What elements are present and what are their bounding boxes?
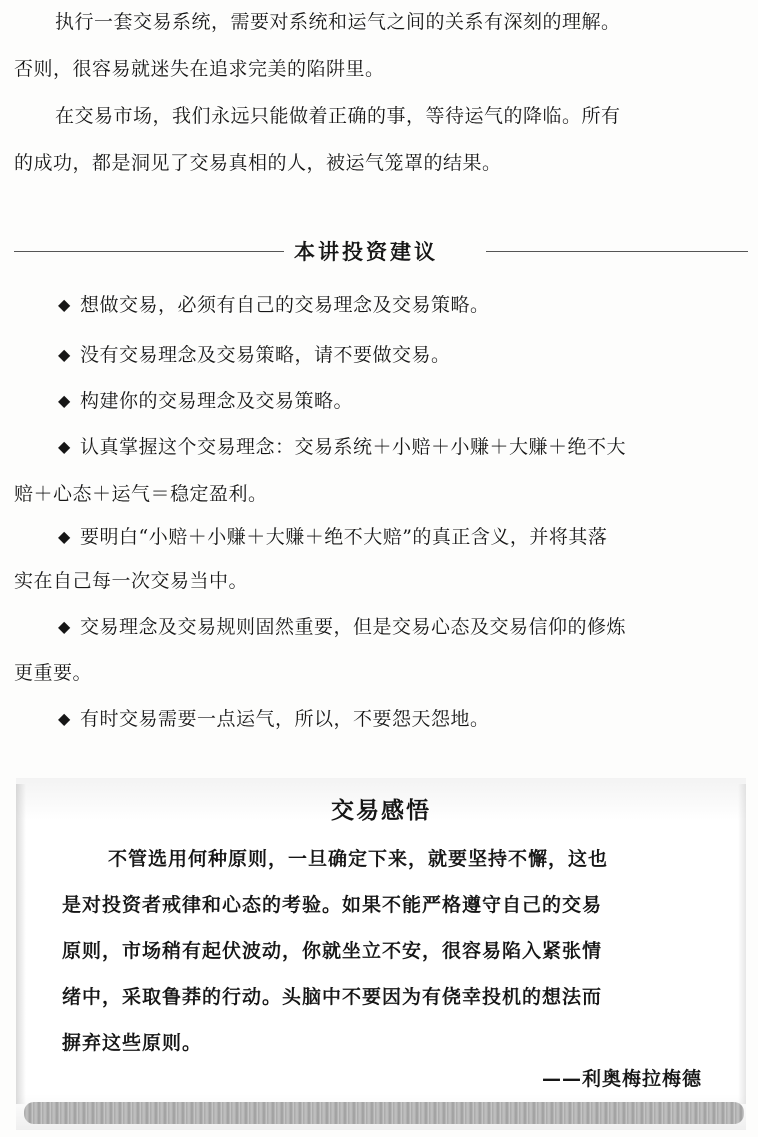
- box-bottom-border: [24, 1102, 744, 1124]
- diamond-bullet-icon: ◆: [58, 527, 71, 546]
- reflection-line-1: 不管选用何种原则，一旦确定下来，就要坚持不懈，这也: [108, 848, 609, 870]
- list-item: [58, 612, 626, 639]
- reflection-heading: 交易感悟: [331, 798, 431, 824]
- diamond-bullet-icon: ◆: [58, 345, 71, 364]
- list-item-text: 交易理念及交易规则固然重要，但是交易心态及交易信仰的修炼: [80, 616, 627, 638]
- reflection-line-5: 摒弃这些原则。: [62, 1032, 203, 1054]
- reflection-line-3: 原则，市场稍有起伏波动，你就坐立不安，很容易陷入紧张情: [62, 940, 603, 962]
- diamond-bullet-icon: ◆: [58, 295, 71, 314]
- list-item-text: 要明白“小赔＋小赚＋大赚＋绝不大赔”的真正含义，并将其落: [80, 526, 608, 548]
- diamond-bullet-icon: ◆: [58, 709, 71, 728]
- list-item-continuation: 实在自己每一次交易当中。: [14, 570, 249, 592]
- intro-paragraph-2-line-1: 在交易市场，我们永远只能做着正确的事，等待运气的降临。所有: [55, 105, 621, 127]
- list-item: [58, 340, 451, 367]
- intro-paragraph-1-line-1: 执行一套交易系统，需要对系统和运气之间的关系有深刻的理解。: [55, 11, 621, 33]
- reflection-line-4: 绪中，采取鲁莽的行动。头脑中不要因为有侥幸投机的想法而: [62, 986, 603, 1008]
- list-item-text: 想做交易，必须有自己的交易理念及交易策略。: [80, 294, 490, 316]
- diamond-bullet-icon: ◆: [58, 437, 71, 456]
- list-item: [58, 522, 607, 549]
- list-item: [58, 704, 490, 731]
- list-item: [58, 386, 353, 413]
- box-shadow-right: [738, 784, 746, 1104]
- list-item-text: 构建你的交易理念及交易策略。: [80, 390, 354, 412]
- list-item-continuation: 赔＋心态＋运气＝稳定盈利。: [14, 483, 268, 505]
- quote-attribution: ——利奥梅拉梅德: [541, 1068, 702, 1090]
- header-rule-left: [14, 251, 284, 252]
- reflection-line-2: 是对投资者戒律和心态的考验。如果不能严格遵守自己的交易: [62, 894, 603, 916]
- list-item: [58, 432, 626, 459]
- trading-reflection-box: [16, 778, 746, 1130]
- section-header: [14, 234, 748, 268]
- list-item-text: 没有交易理念及交易策略，请不要做交易。: [80, 344, 451, 366]
- list-item-continuation: 更重要。: [14, 662, 93, 684]
- box-shadow-left: [16, 784, 26, 1104]
- list-item-text: 有时交易需要一点运气，所以，不要怨天怨地。: [80, 708, 490, 730]
- section-title: 本讲投资建议: [294, 240, 438, 264]
- diamond-bullet-icon: ◆: [58, 617, 71, 636]
- intro-paragraph-1-line-2: 否则，很容易就迷失在追求完美的陷阱里。: [14, 58, 385, 80]
- intro-paragraph-2-line-2: 的成功，都是洞见了交易真相的人，被运气笼罩的结果。: [14, 152, 502, 174]
- header-rule-right: [486, 251, 748, 252]
- list-item-text: 认真掌握这个交易理念：交易系统＋小赔＋小赚＋大赚＋绝不大: [80, 436, 627, 458]
- list-item: [58, 290, 490, 317]
- diamond-bullet-icon: ◆: [58, 391, 71, 410]
